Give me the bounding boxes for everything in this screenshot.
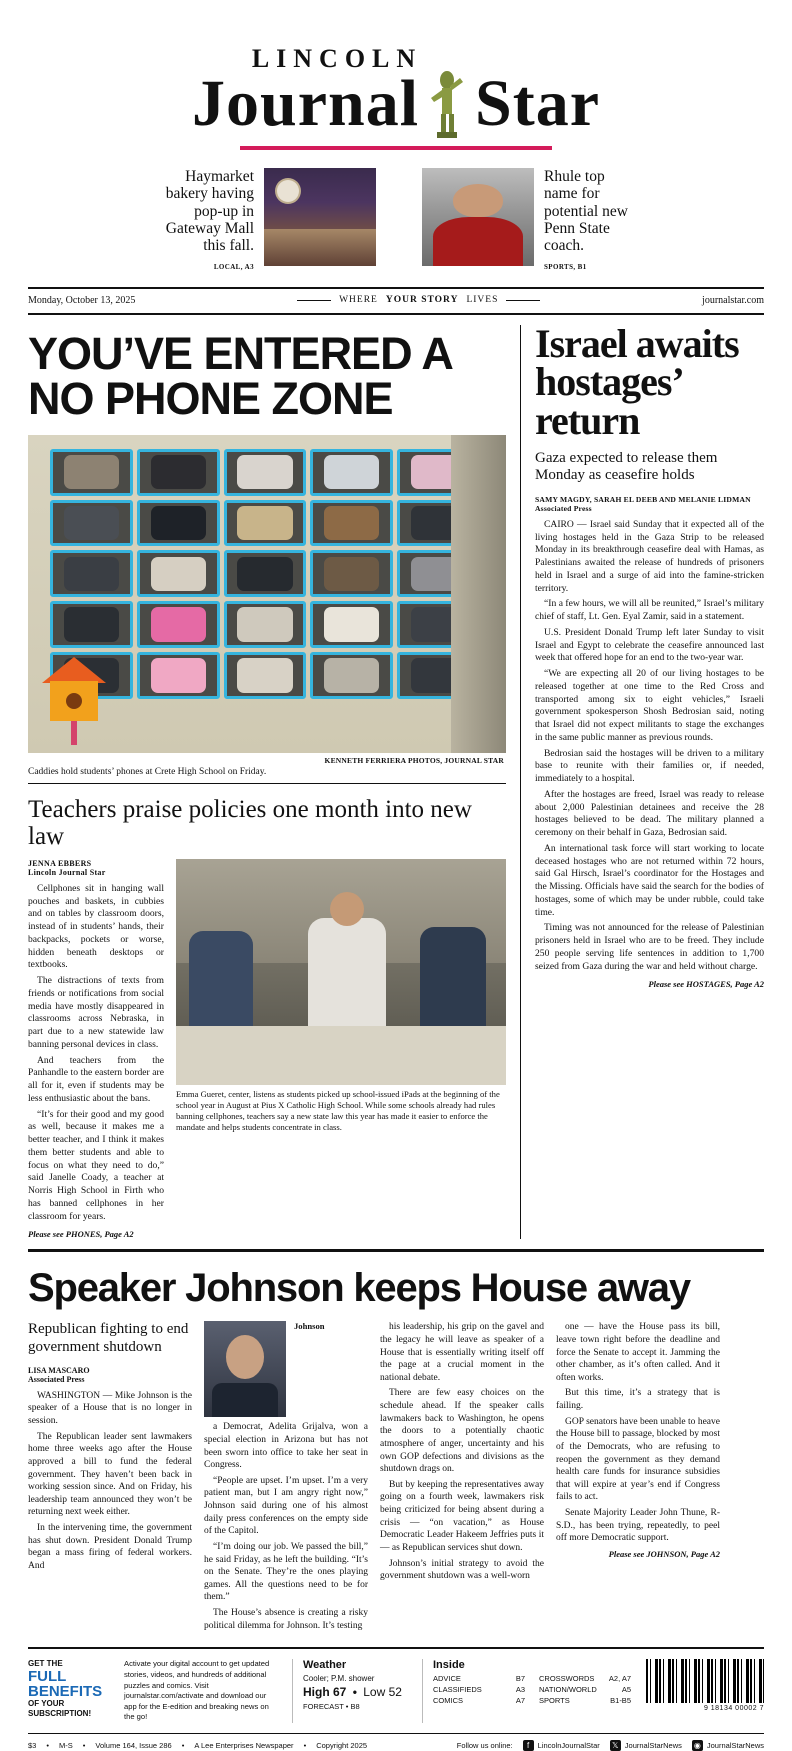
israel-story-column — [520, 320, 764, 1240]
paragraph: “We are expecting all 20 of our living hostages to be released together at one time to the Red Cross and transported among six to eight vehicles,” Israeli government spokesperson Shosh Bedrosian said, noting that Israel did not expect militants to stage the exchanges in the same public manner as previous rounds. — [535, 668, 764, 743]
israel-byline-org: Associated Press — [535, 503, 592, 513]
weather-description: Cooler; P.M. shower — [303, 1674, 375, 1684]
bakery-photo — [264, 168, 376, 266]
teaser-local[interactable] — [158, 168, 376, 271]
paragraph: The House’s absence is creating a risky political dilemma for Johnson. It’s testing — [204, 1608, 368, 1631]
teaser-section-label: LOCAL, A3 — [213, 262, 254, 271]
paragraph: “It’s for their good and my good as well, because it makes me a better teacher, and I think it makes them better students and able to focus on what they need to do,” said Janelle Coady, a teacher at Norris High School in Firth who has banned cellphones in her classroom for years. — [28, 1108, 164, 1222]
phone-caddy-grid — [50, 449, 480, 699]
paragraph: In the intervening time, the government has shut down. President Donald Trump began a mass firing of federal workers. And — [28, 1523, 192, 1571]
masthead — [28, 0, 764, 150]
teaser-headline: Rhule top name for potential new Penn State coach. — [544, 168, 628, 255]
index-page: A7 — [515, 1696, 525, 1706]
social-facebook[interactable] — [523, 1740, 600, 1751]
publisher: A Lee Enterprises Newspaper — [194, 1741, 294, 1751]
tagline — [297, 295, 540, 305]
date-bar — [28, 289, 764, 315]
photo-caption: Caddies hold students’ phones at Crete High School on Friday. — [28, 767, 506, 784]
website-url[interactable]: journalstar.com — [702, 294, 764, 306]
weather-low: Low 52 — [363, 1685, 402, 1700]
teaser-section-label: SPORTS, B1 — [544, 262, 587, 271]
paragraph: U.S. President Donald Trump left later Sunday to visit Israel and Egypt to celebrate the ceasefire announced last week that offered hope for an end to the two-year war. — [535, 626, 764, 664]
johnson-column-3 — [380, 1321, 544, 1635]
teaser-strip — [28, 168, 764, 271]
nameplate-journal: Journal — [191, 67, 420, 140]
johnson-column-1 — [28, 1321, 192, 1635]
paragraph: Bedrosian said the hostages will be driven to a military base to reunite with their families or, if needed, immediately to a hospital. — [535, 747, 764, 784]
paragraph: WASHINGTON — Mike Johnson is the speaker of a House that is no longer in session. — [28, 1390, 192, 1427]
nameplate-star: Star — [475, 67, 601, 140]
johnson-column-4 — [556, 1321, 720, 1635]
instagram-icon: ◉ — [692, 1740, 703, 1751]
israel-subhead: Gaza expected to release them Monday as ceasefire holds — [535, 449, 718, 484]
index-column-left — [433, 1674, 525, 1705]
statue-icon — [427, 68, 467, 140]
weather-high: High 67 — [303, 1685, 347, 1700]
lead-story-body — [28, 859, 506, 1240]
weather-forecast-page: FORECAST • B8 — [303, 1702, 360, 1712]
byline-org: Lincoln Journal Star — [28, 867, 106, 877]
barcode-block — [646, 1659, 764, 1723]
photo-credit: KENNETH FERRIERA PHOTOS, JOURNAL STAR — [324, 755, 504, 765]
rhule-photo — [422, 168, 534, 266]
paragraph: An international task force will start working to locate deceased hostages who are not returned within 72 hours, said Gal Hirsch, Israel’s coordinator for the Hostages and the Missing. Officials have said the search for the bodies of hostages, some of which may be under rubble, could take time. — [535, 842, 764, 918]
teaser-sports[interactable] — [404, 168, 640, 271]
follow-label: Follow us online: — [456, 1741, 513, 1751]
paragraph: The distractions of texts from friends or notifications from social media have mostly disappeared in classrooms across Nebraska, in part due to a new statewide law banning personal devices in class. — [28, 975, 164, 1050]
paragraph: And teachers from the Panhandle to the eastern border are all for it, even if students may be less enthusiastic about the bans. — [28, 1054, 164, 1104]
weather-title: Weather — [303, 1659, 347, 1672]
paragraph: But this time, it’s a strategy that is failing. — [556, 1388, 720, 1412]
byline-name: LISA MASCARO — [28, 1365, 90, 1375]
promo-headline: FULL BENEFITS — [28, 1668, 103, 1701]
johnson-columns — [28, 1321, 764, 1635]
x-twitter-icon: 𝕏 — [610, 1740, 621, 1751]
weather-box[interactable]: Weather Cooler; P.M. shower High 67 • Low 52 FORECAST • B8 — [292, 1659, 408, 1723]
classroom-photo — [176, 859, 506, 1085]
jump-line[interactable]: Please see HOSTAGES, Page A2 — [648, 979, 764, 990]
johnson-deck: Republican fighting to end government shutdown — [28, 1321, 189, 1355]
price: $3 — [28, 1741, 37, 1751]
index-label: CROSSWORDS — [539, 1674, 595, 1684]
colophon-bar: $3 • M-S • Volume 164, Issue 286 • A Lee Enterprises Newspaper • Copyright 2025 Follow us online: f LincolnJournalStar 𝕏 JournalStarNews ◉ JournalStarNews — [28, 1741, 764, 1751]
index-page: B7 — [515, 1674, 525, 1684]
index-row[interactable] — [539, 1674, 631, 1683]
israel-paragraphs — [535, 519, 764, 974]
lead-paragraphs — [28, 883, 164, 1224]
inside-title: Inside — [433, 1659, 465, 1672]
paragraph: Timing was not announced for the release of Palestinian prisoners held in Israel who are to be freed. They include 250 people serving life sentences in addition to 1,700 seized from Gaza during the war and held without charge. — [535, 922, 764, 972]
paragraph: “In a few hours, we will all be reunited,” Israel’s military chief of staff, Lt. Gen. Eyal Zamir, said in a statement. — [535, 598, 764, 622]
paragraph: After the hostages are freed, Israel was ready to release about 2,000 Palestinian detainees and receive the 28 hostages believed to be dead. The military planned a ceremony on their behalf in Gaza, Bedrosian said. — [535, 788, 764, 838]
nameplate-main — [28, 68, 764, 140]
paragraph: Cellphones sit in hanging wall pouches and baskets, in cubbies and on tables by classroom doors, instead of in students’ hands, their backpacks, pockets or worse, hidden beneath desktops or textbooks. — [28, 882, 164, 971]
index-page: A5 — [621, 1685, 631, 1695]
inside-index — [422, 1659, 632, 1723]
birdhouse-decoration — [42, 657, 106, 743]
promo-line-1: GET THE — [28, 1659, 63, 1669]
johnson-column-2 — [204, 1321, 368, 1635]
nameplate-rule — [240, 146, 552, 150]
index-label: NATION/WORLD — [539, 1685, 597, 1695]
index-row[interactable] — [433, 1696, 525, 1705]
tagline-mid: YOUR STORY — [385, 295, 459, 306]
lead-inline-photo-block — [176, 859, 506, 1240]
tagline-pre: WHERE — [339, 295, 378, 306]
tagline-post: LIVES — [466, 295, 499, 306]
jump-line[interactable]: Please see JOHNSON, Page A2 — [608, 1548, 720, 1559]
index-label: COMICS — [433, 1696, 463, 1706]
byline-org: Associated Press — [28, 1374, 85, 1384]
index-page: B1-B5 — [610, 1696, 631, 1706]
paragraph: “I’m doing our job. We passed the bill,” he said Friday, as he left the building. “It’s on the Senate. They’re the ones playing games. All the questions need to be for them.” — [204, 1541, 368, 1603]
jump-line[interactable]: Please see PHONES, Page A2 — [28, 1229, 134, 1240]
social-label: JournalStarNews — [624, 1741, 682, 1751]
israel-byline: SAMY MAGDY, SARAH EL DEEB AND MELANIE LIDMAN — [535, 494, 751, 504]
barcode-icon — [646, 1659, 764, 1703]
subscription-promo[interactable] — [28, 1659, 278, 1723]
paragraph: The Republican leader sent lawmakers home three weeks ago after the House approved a bill to fund the federal government. They haven’t been back in working session since. And on Friday, his leadership team announced they won’t be returning next week either. — [28, 1431, 192, 1518]
paragraph: “People are upset. I’m upset. I’m a very patient man, but I am angry right now,” Johnson said during one of his almost daily press conferences on the empty side of the Capitol. — [204, 1475, 368, 1537]
nameplate-lincoln: LINCOLN — [251, 44, 423, 73]
footer — [28, 1649, 764, 1723]
teaser-headline: Haymarket bakery having pop-up in Gateway Mall this fall. — [165, 168, 254, 255]
paragraph: GOP senators have been unable to heave the House bill to passage, blocked by most of the Democrats, who are refusing to reopen the government as they demand health care funds for insurance subsidies that will expire at year’s end if Congress fails to act. — [556, 1416, 720, 1503]
social-x[interactable] — [610, 1740, 682, 1751]
nameplate — [28, 46, 764, 150]
barcode-number: 9 18134 00002 7 — [703, 1705, 764, 1713]
inline-photo-caption: Emma Gueret, center, listens as students picked up school-issued iPads at the beginning of the school year in August at Pius X Catholic High School. While some schools already had rules banning cellphones, teachers say a new state law this year has made it easier to enforce the mandate and helps students concentrate in class. — [176, 1088, 500, 1133]
mike-johnson-portrait — [204, 1321, 286, 1417]
copyright: Copyright 2025 — [316, 1741, 368, 1751]
paragraph: one — have the House pass its bill, leave town right before the deadline and force the Senate to accept it. Jamming the other chamber, as it’s often called. And it often works. — [556, 1322, 720, 1383]
paragraph: Senate Majority Leader John Thune, R-S.D., has been trying, repeatedly, to peel off more Democratic support. — [556, 1508, 720, 1544]
johnson-story — [28, 1252, 764, 1635]
lead-story-column — [28, 325, 520, 1240]
paragraph: Johnson’s initial strategy to avoid the government shutdown was a well-worn — [380, 1558, 544, 1582]
paragraph: There are few easy choices on the schedule ahead. If the speaker calls lawmakers back to Washington, he opens the doors to a potentially chaotic atmosphere of anger, uncertainty and his own GOP defections and divisions as the shutdown drags on. — [380, 1388, 544, 1475]
facebook-icon: f — [523, 1740, 534, 1751]
johnson-headline: Speaker Johnson keeps House away — [28, 1266, 690, 1311]
paragraph: his leadership, his grip on the gavel and the legacy he will leave as speaker of a House that is essentially writing itself off the page at a crucial moment in the national debate. — [380, 1322, 544, 1383]
index-row[interactable] — [433, 1685, 525, 1694]
paragraph: a Democrat, Adelita Grijalva, won a special election in Arizona but has not been sworn into office to take her seat in Congress. — [204, 1422, 368, 1471]
portrait-caption: Johnson — [294, 1321, 325, 1332]
lead-text-column — [28, 859, 164, 1240]
issue-date: Monday, October 13, 2025 — [28, 294, 136, 306]
edition-code: M-S — [58, 1741, 73, 1751]
social-instagram[interactable] — [692, 1740, 764, 1751]
index-row[interactable] — [539, 1696, 631, 1705]
promo-line-3: OF YOUR SUBSCRIPTION! — [28, 1699, 92, 1719]
main-content — [28, 320, 764, 1240]
index-label: CLASSIFIEDS — [433, 1685, 482, 1695]
index-label: ADVICE — [433, 1674, 461, 1684]
promo-text: Activate your digital account to get updated stories, videos, and hundreds of additional puzzles and comics. Visit journalstar.com/activate and download our app for the E-edition and breaking news on the go! — [124, 1659, 270, 1722]
index-row[interactable] — [433, 1674, 525, 1683]
page-title: YOU’VE ENTERED A NO PHONE ZONE — [28, 327, 452, 424]
paragraph: But by keeping the representatives away going on a fourth week, lawmakers risk being criticized for being absent during a crisis — “on vacation,” as House Democratic Leader Hakeem Jeffries puts it — as Republican services shut down. — [380, 1479, 544, 1553]
phone-caddy-photo — [28, 435, 506, 753]
social-label: JournalStarNews — [706, 1741, 764, 1751]
paragraph: CAIRO — Israel said Sunday that it expected all of the living hostages held in the Gaza Strip to be released Monday in its breakthrough ceasefire deal with Hamas, as Palestinians awaited the release of hundreds of prisoners held in Israel and a surge of aid into the famine-stricken territory. — [535, 518, 764, 594]
index-column-right — [539, 1674, 631, 1705]
volume-issue: Volume 164, Issue 286 — [95, 1741, 172, 1751]
byline-name: JENNA EBBERS — [28, 858, 92, 868]
social-label: LincolnJournalStar — [537, 1741, 600, 1751]
index-page: A2, A7 — [608, 1674, 631, 1684]
israel-headline: Israel awaits hostages’ return — [535, 320, 739, 443]
index-row[interactable] — [539, 1685, 631, 1694]
index-label: SPORTS — [539, 1696, 570, 1706]
index-page: A3 — [515, 1685, 525, 1695]
lead-subhead: Teachers praise policies one month into new law — [28, 795, 472, 851]
